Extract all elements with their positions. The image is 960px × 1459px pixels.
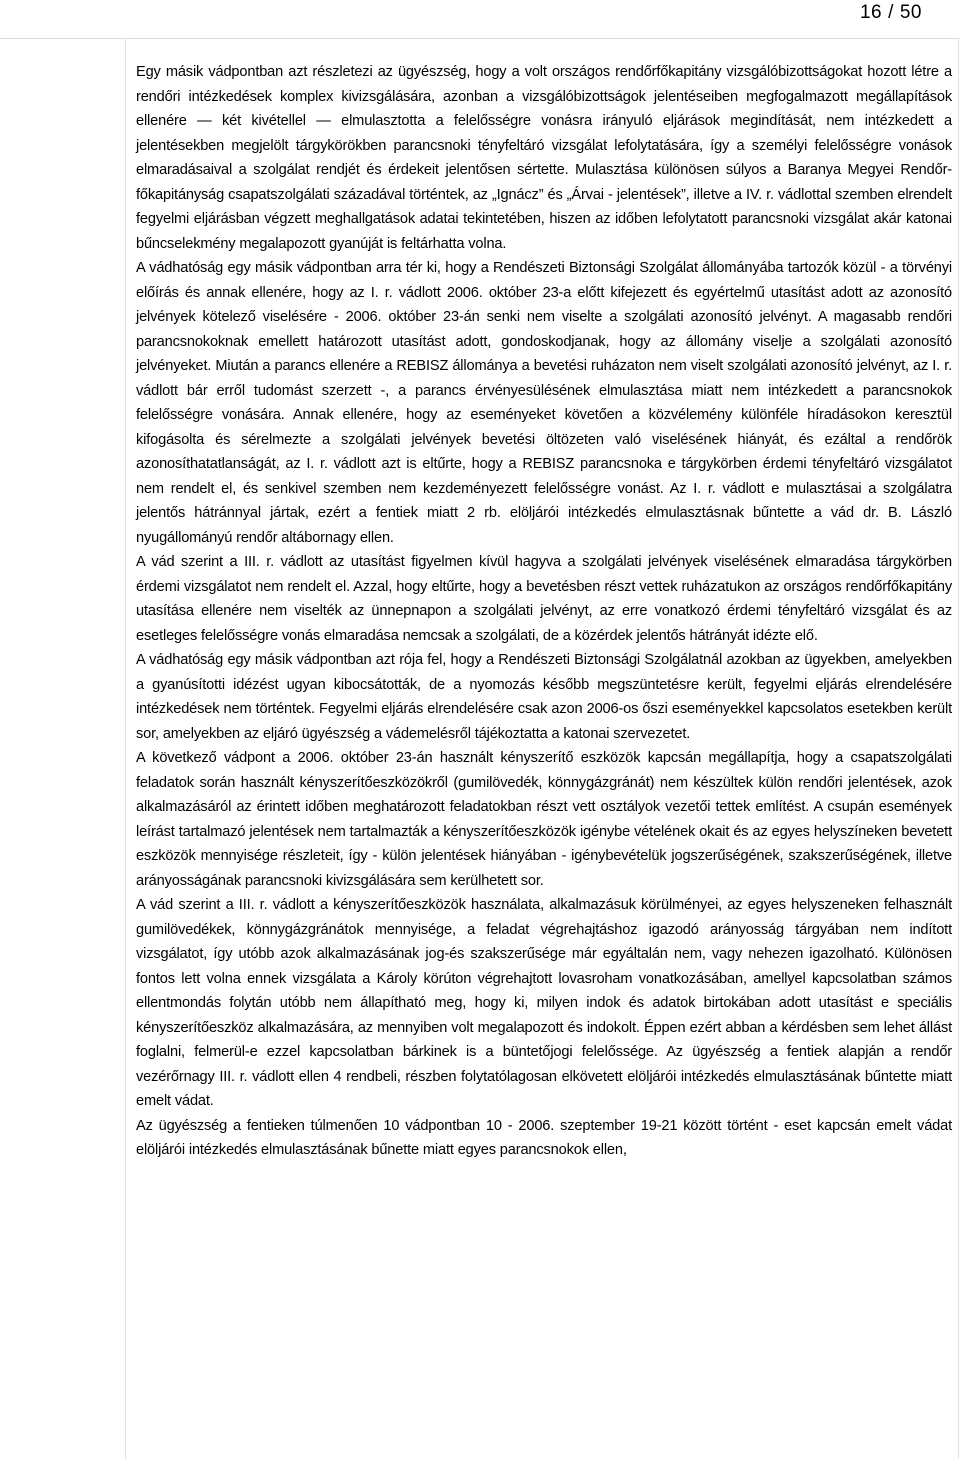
document-body [136,60,952,1163]
page-separator: / [888,2,894,23]
page-total: 50 [899,2,922,23]
page-number [860,2,922,24]
paragraph-2: A vádhatóság egy másik vádpontban arra tér ki, hogy a Rendészeti Biztonsági Szolgálat állományába tartozók közül - a törvényi előírás és annak ellenére, hogy az I. r. vádlott 2006. október 23-a előtt kifejezett és egyértelmű utasítást adott az azonosító jelvények kötelező viselésére - 2006. október 23-án senki nem viselte a szolgálati azonosító jelvényt. A magasabb rendőri parancsnokoknak emellett határozott utasítást adott, gondoskodjanak, hogy az állomány viselje a szolgálati azonosító jelvényeket. Miután a parancs ellenére a REBISZ állománya a bevetési ruházaton nem viselt szolgálati azonosító jelvényt, az I. r. vádlott bár erről tudomást szerzett -, a parancs érvényesülésének elmulasztása miatt nem intézkedett a parancsnokok felelősségre vonására. Annak ellenére, hogy az eseményeket követően a közvélemény különféle híradásokon keresztül kifogásolta és sérelmezte a szolgálati jelvények bevetési öltözeten való viselésének hiányát, és ezáltal a rendőrök azonosíthatatlanságát, az I. r. vádlott azt is eltűrte, hogy a REBISZ parancsnoka e tárgykörben érdemi tényfeltáró vizsgálatot nem rendelt el, és senkivel szemben nem kezdeményezett felelősségre vonást. Az I. r. vádlott e mulasztásai a szolgálatra jelentős hátránnyal jártak, ezért a fentiek miatt 2 rb. elöljárói intézkedés elmulasztásnak bűntette a vád dr. B. László nyugállományú rendőr altábornagy ellen. [136,260,952,546]
paragraph-1: Egy másik vádpontban azt részletezi az ügyészség, hogy a volt országos rendőrfőkapitány vizsgálóbizottságokat hozott létre a rendőri intézkedések komplex kivizsgálására, azonban a vizsgálóbizottságok jelentéseiben megfogalmazott megállapítások ellenére — két kivétellel — elmulasztotta a felelősségre vonásra irányuló eljárások megindítását, nem intézkedett a jelentésekben megjelölt tárgykörökben parancsnoki tényfeltáró vizsgálat lefolytatására, így a személyi felelősségre vonások elmaradásaival a szolgálat rendjét és érdekeit jelentősen sértette. Mulasztása különösen súlyos a Baranya Megyei Rendőr-főkapitányság csapatszolgálati századával történtek, az „Ignácz” és „Árvai - jelentések”, illetve a IV. r. vádlottal szemben elrendelt fegyelmi eljárásban végzett meghallgatások adatai tekintetében, hiszen az időben lefolytatott parancsnoki vizsgálat akár katonai bűncselekmény megalapozott gyanúját is feltárhatta volna. [136,64,952,252]
page-current: 16 [859,2,883,23]
paragraph-7: Az ügyészség a fentieken túlmenően 10 vádpontban 10 - 2006. szeptember 19-21 között történt - eset kapcsán emelt vádat elöljárói intézkedés elmulasztásának bűnette miatt egyes parancsnokok ellen, [136,1117,952,1158]
paragraph-6: A vád szerint a III. r. vádlott a kényszerítőeszközök használata, alkalmazásuk körülményei, az egyes helyszeneken felhasznált gumilövedékek, könnygázgránátok mennyisége, a feladat végrehajtáshoz igazodó arányosság tárgyában nem indított vizsgálatot, így utóbb azok alkalmazásának jog-és szakszerűsége már egyáltalán nem, vagy nehezen igazolható. Különösen fontos lett volna ennek vizsgálata a Károly körúton végrehajtott lovasroham vonatkozásában, amellyel kapcsolatban számos ellentmondás folytán utóbb nem állapítható meg, hogy ki, milyen indok és adatok birtokában adott utasítást e speciális kényszerítőeszköz alkalmazására, az mennyiben volt megalapozott és indokolt. Éppen ezért abban a kérdésben sem lehet állást foglalni, felmerül-e ezzel kapcsolatban bárkinek is a büntetőjogi felelőssége. Az ügyészség a fentiek alapján a rendőr vezérőrnagy III. r. vádlott ellen 4 rendbeli, részben folytatólagosan elkövetett elöljárói intézkedés elmulasztásának bűntette miatt emelt vádat. [136,897,952,1109]
paragraph-3: A vád szerint a III. r. vádlott az utasítást figyelmen kívül hagyva a szolgálati jelvények viselésének elmaradása tárgykörben érdemi vizsgálatot nem rendelt el. Azzal, hogy eltűrte, hogy a bevetésben részt vettek ruházatukon az országos rendőrfőkapitány utasítása ellenére nem viselték az ünnepnapon a szolgálati jelvényt, az erre vonatkozó érdemi tényfeltáró vizsgálat és az esetleges felelősségre vonás elmaradása nemcsak a szolgálati, de a közérdek jelentős hátrányát idézte elő. [136,554,952,644]
paragraph-4: A vádhatóság egy másik vádpontban azt rója fel, hogy a Rendészeti Biztonsági Szolgálatnál azokban az ügyekben, amelyekben a gyanúsítotti idézést ugyan kibocsátották, de a nyomozás később megszüntetésre került, fegyelmi eljárás elrendelésére intézkedések nem történtek. Fegyelmi eljárás elrendelésére csak azon 2006-os őszi eseményekkel kapcsolatos esetekben került sor, amelyekben az eljáró ügyészség a vádemelésről tájékoztatta a katonai szervezetet. [136,652,952,742]
paragraph-5: A következő vádpont a 2006. október 23-án használt kényszerítő eszközök kapcsán megállapítja, hogy a csapatszolgálati feladatok során használt kényszerítőeszközökről (gumilövedék, könnygázgránát) nem készültek külön rendőri jelentések, azok alkalmazásáról az érintett időben meghatározott feladatokban részt vett osztályok vezetői tettek említést. A csupán események leírást tartalmazó jelentések nem tartalmazták a kényszerítőeszközök igénybe vételének okait és az egyes helyszíneken bevetett eszközök mennyisége részleteit, így - külön jelentések hiányában - igénybevételük jogszerűségének, szakszerűségének, illetve arányosságának parancsnoki kivizsgálására sem kerülhetett sor. [136,750,952,889]
